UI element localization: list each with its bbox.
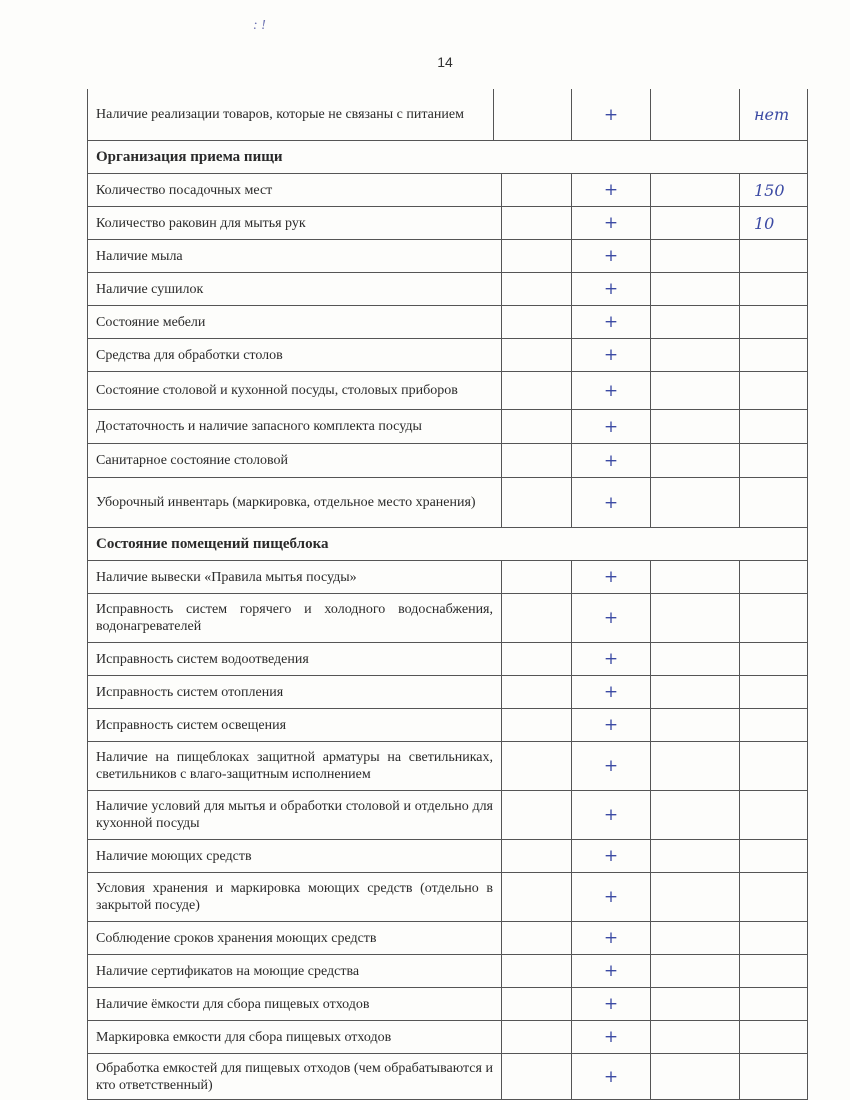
empty-cell-1 [501,742,571,790]
empty-cell-1 [501,273,571,305]
mark-cell [571,922,650,954]
handwritten-note: нет [754,105,790,124]
handwritten-plus-mark: + [603,279,619,299]
mark-cell [571,410,650,443]
handwritten-plus-mark: + [603,682,619,702]
empty-cell-1 [501,207,571,239]
empty-cell-1 [501,676,571,708]
note-cell [739,643,808,675]
mark-cell [571,306,650,338]
empty-cell-2 [650,372,739,409]
criterion-cell [87,873,501,921]
mark-cell [571,372,650,409]
table-row [87,840,808,873]
criterion-cell [87,922,501,954]
empty-cell-1 [493,89,571,140]
table-row [87,922,808,955]
criterion-cell [87,955,501,987]
criterion-cell [87,791,501,839]
criterion-text: Достаточность и наличие запасного комплекта посуды [96,419,422,434]
mark-cell [571,873,650,921]
criterion-text: Исправность систем отопления [96,684,284,700]
table-row [87,207,808,240]
table-row [87,478,808,528]
criterion-text: Исправность систем освещения [96,717,287,733]
note-cell [739,676,808,708]
criterion-cell [87,339,501,371]
handwritten-plus-mark: + [603,1027,619,1047]
table-row [87,410,808,444]
criterion-cell [87,306,501,338]
mark-cell [571,709,650,741]
handwritten-plus-mark: + [603,649,619,669]
mark-cell [571,1021,650,1053]
empty-cell-2 [650,742,739,790]
criterion-cell [87,444,501,477]
page-number: 14 [437,54,453,70]
empty-cell-2 [650,174,739,206]
table-row [87,643,808,676]
table-row [87,1021,808,1054]
note-cell [739,89,808,140]
note-cell [739,1021,808,1053]
note-cell [739,1054,808,1099]
note-cell [739,561,808,593]
table-row [87,89,808,141]
criterion-cell [87,742,501,790]
empty-cell-2 [650,240,739,272]
note-cell [739,207,808,239]
note-cell [739,594,808,642]
handwritten-plus-mark: + [603,928,619,948]
empty-cell-1 [501,922,571,954]
handwritten-plus-mark: + [603,180,619,200]
note-cell [739,240,808,272]
handwritten-plus-mark: + [603,450,619,471]
empty-cell-2 [650,444,739,477]
empty-cell-1 [501,306,571,338]
empty-cell-1 [501,372,571,409]
empty-cell-1 [501,840,571,872]
stray-pen-marks: : ! [253,18,266,33]
criterion-text: Обработка емкостей для пищевых отходов (чем обрабатываются и кто ответственный) [96,1060,493,1093]
mark-cell [571,791,650,839]
empty-cell-2 [650,791,739,839]
mark-cell [571,478,650,527]
criterion-cell [87,410,501,443]
empty-cell-2 [650,273,739,305]
section-cell [87,141,808,173]
note-cell [739,306,808,338]
criterion-cell [87,709,501,741]
handwritten-plus-mark: + [603,416,619,437]
note-cell [739,709,808,741]
handwritten-plus-mark: + [603,380,619,401]
criterion-text: Наличие на пищеблоках защитной арматуры на светильниках, светильников с влаго-защитным исполнением [96,750,493,782]
empty-cell-1 [501,174,571,206]
mark-cell [571,339,650,371]
handwritten-plus-mark: + [603,805,619,825]
handwritten-plus-mark: + [603,312,619,332]
mark-cell [571,742,650,790]
criterion-cell [87,988,501,1020]
empty-cell-1 [501,791,571,839]
mark-cell [571,240,650,272]
note-cell [739,372,808,409]
criterion-text: Уборочный инвентарь (маркировка, отдельное место хранения) [96,495,476,510]
table-row [87,709,808,742]
note-cell [739,339,808,371]
empty-cell-1 [501,339,571,371]
mark-cell [571,594,650,642]
empty-cell-2 [650,478,739,527]
handwritten-plus-mark: + [603,492,619,513]
note-cell [739,478,808,527]
mark-cell [571,174,650,206]
table-row [87,676,808,709]
handwritten-note: 10 [754,213,775,233]
empty-cell-1 [501,643,571,675]
section-title: Организация приема пищи [96,148,283,165]
criterion-text: Наличие сертификатов на моющие средства [96,963,360,979]
table-row [87,1054,808,1100]
empty-cell-2 [650,922,739,954]
criterion-text: Соблюдение сроков хранения моющих средств [96,930,377,946]
mark-cell [571,676,650,708]
mark-cell [571,840,650,872]
criterion-text: Наличие ёмкости для сбора пищевых отходов [96,996,370,1012]
table-row [87,444,808,478]
note-cell [739,922,808,954]
criterion-text: Количество посадочных мест [96,182,273,198]
mark-cell [571,207,650,239]
empty-cell-1 [501,594,571,642]
empty-cell-2 [650,89,739,140]
criterion-text: Наличие моющих средств [96,848,252,864]
empty-cell-1 [501,410,571,443]
empty-cell-1 [501,988,571,1020]
empty-cell-1 [501,1021,571,1053]
criterion-cell [87,840,501,872]
handwritten-plus-mark: + [603,213,619,233]
handwritten-plus-mark: + [603,1066,619,1087]
section-header-row [87,528,808,561]
criterion-cell [87,273,501,305]
criterion-cell [87,676,501,708]
criterion-cell [87,207,501,239]
handwritten-plus-mark: + [603,961,619,981]
note-cell [739,742,808,790]
empty-cell-1 [501,561,571,593]
empty-cell-2 [650,873,739,921]
handwritten-plus-mark: + [603,345,619,365]
mark-cell [571,444,650,477]
note-cell [739,410,808,443]
criterion-text: Наличие вывески «Правила мытья посуды» [96,569,357,585]
criterion-text: Наличие мыла [96,248,183,264]
table-row [87,240,808,273]
empty-cell-2 [650,1021,739,1053]
handwritten-plus-mark: + [603,846,619,866]
empty-cell-2 [650,955,739,987]
handwritten-plus-mark: + [603,246,619,266]
note-cell [739,873,808,921]
criterion-text: Исправность систем водоотведения [96,651,309,667]
mark-cell [571,273,650,305]
table-row [87,988,808,1021]
table-row [87,791,808,840]
table-row [87,174,808,207]
note-cell [739,955,808,987]
criterion-text: Состояние столовой и кухонной посуды, столовых приборов [96,383,458,398]
criterion-cell [87,643,501,675]
criterion-cell [87,372,501,409]
criterion-cell [87,561,501,593]
section-title: Состояние помещений пищеблока [96,535,329,552]
mark-cell [571,988,650,1020]
mark-cell [571,89,650,140]
mark-cell [571,561,650,593]
mark-cell [571,1054,650,1099]
empty-cell-2 [650,709,739,741]
empty-cell-1 [501,478,571,527]
criterion-cell [87,89,493,140]
criterion-cell [87,1054,501,1099]
criterion-cell [87,478,501,527]
empty-cell-1 [501,1054,571,1099]
empty-cell-1 [501,444,571,477]
handwritten-plus-mark: + [603,567,619,587]
handwritten-plus-mark: + [603,756,619,776]
empty-cell-2 [650,410,739,443]
empty-cell-2 [650,840,739,872]
empty-cell-2 [650,988,739,1020]
note-cell [739,791,808,839]
section-cell [87,528,808,560]
mark-cell [571,643,650,675]
handwritten-plus-mark: + [603,104,619,125]
criterion-text: Исправность систем горячего и холодного водоснабжения, водонагревателей [96,602,493,634]
note-cell [739,273,808,305]
empty-cell-1 [501,240,571,272]
criterion-text: Наличие реализации товаров, которые не связаны с питанием [96,107,464,122]
criterion-text: Наличие сушилок [96,281,204,297]
criterion-text: Санитарное состояние столовой [96,453,288,468]
note-cell [739,174,808,206]
empty-cell-2 [650,207,739,239]
checklist-table [87,89,808,1100]
empty-cell-2 [650,594,739,642]
handwritten-plus-mark: + [603,887,619,907]
criterion-text: Количество раковин для мытья рук [96,215,306,231]
table-row [87,561,808,594]
criterion-text: Маркировка емкости для сбора пищевых отходов [96,1029,392,1045]
table-row [87,306,808,339]
empty-cell-2 [650,643,739,675]
empty-cell-2 [650,676,739,708]
empty-cell-1 [501,955,571,987]
section-header-row [87,141,808,174]
table-row [87,742,808,791]
criterion-cell [87,1021,501,1053]
empty-cell-1 [501,709,571,741]
mark-cell [571,955,650,987]
empty-cell-2 [650,306,739,338]
note-cell [739,444,808,477]
table-row [87,955,808,988]
empty-cell-2 [650,1054,739,1099]
handwritten-plus-mark: + [603,994,619,1014]
criterion-cell [87,240,501,272]
table-row [87,594,808,643]
handwritten-plus-mark: + [603,608,619,628]
table-row [87,339,808,372]
table-row [87,273,808,306]
criterion-cell [87,594,501,642]
empty-cell-2 [650,339,739,371]
criterion-text: Средства для обработки столов [96,347,283,363]
criterion-text: Состояние мебели [96,314,206,330]
criterion-text: Наличие условий для мытья и обработки столовой и отдельно для кухонной посуды [96,799,493,831]
criterion-text: Условия хранения и маркировка моющих средств (отдельно в закрытой посуде) [96,881,493,913]
table-row [87,372,808,410]
criterion-cell [87,174,501,206]
handwritten-plus-mark: + [603,715,619,735]
empty-cell-2 [650,561,739,593]
note-cell [739,988,808,1020]
table-row [87,873,808,922]
empty-cell-1 [501,873,571,921]
note-cell [739,840,808,872]
handwritten-note: 150 [754,180,785,200]
